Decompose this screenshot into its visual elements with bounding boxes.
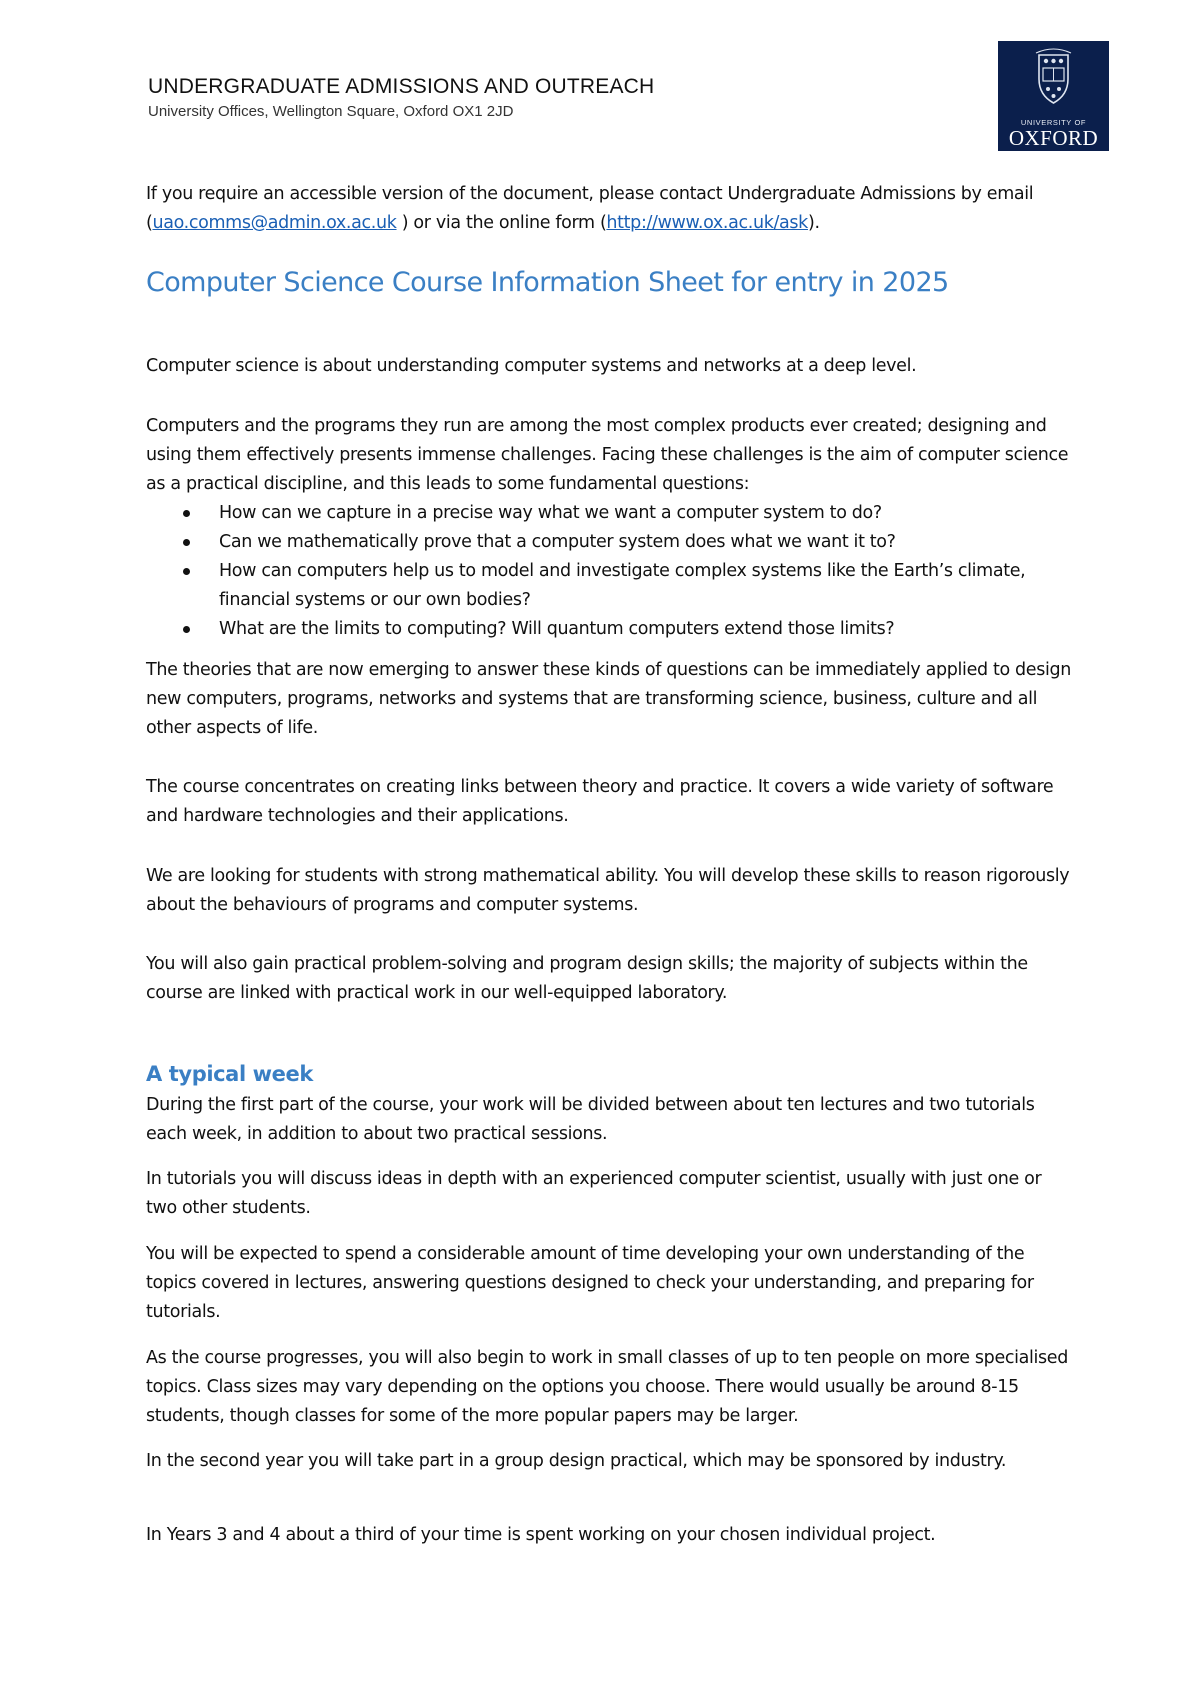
complexity-section — [146, 412, 1076, 644]
logo-oxford: OXFORD — [1008, 126, 1099, 150]
paragraph-mathematics: We are looking for students with strong mathematical ability. You will develop these skills to reason rigorously about the behaviours of programs and computer systems. — [146, 866, 1070, 915]
letterhead — [148, 74, 654, 122]
complexity-text: Computers and the programs they run are among the most complex products ever created; designing and using them effectively presents immense challenges. Facing these challenges is the aim of computer science as a practical discipline, and this leads to some fundamental questions: — [146, 416, 1069, 494]
typical-week-heading: A typical week — [146, 1062, 313, 1086]
typical-week-p4: As the course progresses, you will also begin to work in small classes of up to ten people on more specialised topics. Class sizes may vary depending on the options you choose. There would usually be around 8-15 students, though classes for some of the more popular papers may be larger. — [146, 1348, 1068, 1426]
questions-list — [146, 499, 1076, 644]
crest-icon — [998, 41, 1109, 117]
typical-week-p6: In Years 3 and 4 about a third of your time is spent working on your chosen individual project. — [146, 1525, 936, 1545]
typical-week-p3: You will be expected to spend a considerable amount of time developing your own understanding of the topics covered in lectures, answering questions designed to check your understanding, and preparing for tutorials. — [146, 1244, 1034, 1322]
bullet-icon — [183, 626, 190, 633]
logo-university-of: UNIVERSITY OF — [1020, 118, 1087, 127]
typical-week-p5: In the second year you will take part in a group design practical, which may be sponsored by industry. — [146, 1451, 1007, 1471]
list-item: How can we capture in a precise way what we want a computer system to do? — [146, 499, 1076, 528]
list-item: What are the limits to computing? Will quantum computers extend those limits? — [146, 615, 1076, 644]
email-link[interactable]: uao.comms@admin.ox.ac.uk — [152, 213, 397, 233]
bullet-icon — [183, 539, 190, 546]
typical-week-p1: During the first part of the course, your work will be divided between about ten lectures and two tutorials each week, in addition to about two practical sessions. — [146, 1095, 1035, 1144]
paragraph-course: The course concentrates on creating links between theory and practice. It covers a wide variety of software and hardware technologies and their applications. — [146, 777, 1054, 826]
paragraph-practical: You will also gain practical problem-solving and program design skills; the majority of subjects within the course are linked with practical work in our well-equipped laboratory. — [146, 954, 1028, 1003]
accessibility-note — [146, 180, 1076, 238]
paragraph-theories: The theories that are now emerging to answer these kinds of questions can be immediately applied to design new computers, programs, networks and systems that are transforming science, business, culture and all other aspects of life. — [146, 660, 1071, 738]
office-name: UNDERGRADUATE ADMISSIONS AND OUTREACH — [148, 75, 655, 98]
accessibility-text-before: If you require an accessible version of the document, please contact Undergraduate Admissions by email ( — [146, 184, 1034, 233]
list-item: How can computers help us to model and investigate complex systems like the Earth’s climate, financial systems or our own bodies? — [146, 557, 1076, 615]
intro-text: Computer science is about understanding computer systems and networks at a deep level. — [146, 356, 917, 376]
bullet-icon — [183, 510, 190, 517]
typical-week-p2: In tutorials you will discuss ideas in depth with an experienced computer scientist, usually with just one or two other students. — [146, 1169, 1042, 1218]
accessibility-text-middle: ) or via the online form ( — [396, 213, 607, 233]
list-item: Can we mathematically prove that a computer system does what we want it to? — [146, 528, 1076, 557]
office-address: University Offices, Wellington Square, Oxford OX1 2JD — [148, 103, 514, 120]
bullet-icon — [183, 568, 190, 575]
oxford-logo — [998, 41, 1109, 151]
intro-paragraph — [146, 352, 1076, 381]
accessibility-text-after: ). — [807, 213, 820, 233]
ask-form-link[interactable]: http://www.ox.ac.uk/ask — [606, 213, 808, 233]
page-title: Computer Science Course Information Sheet for entry in 2025 — [146, 267, 949, 298]
